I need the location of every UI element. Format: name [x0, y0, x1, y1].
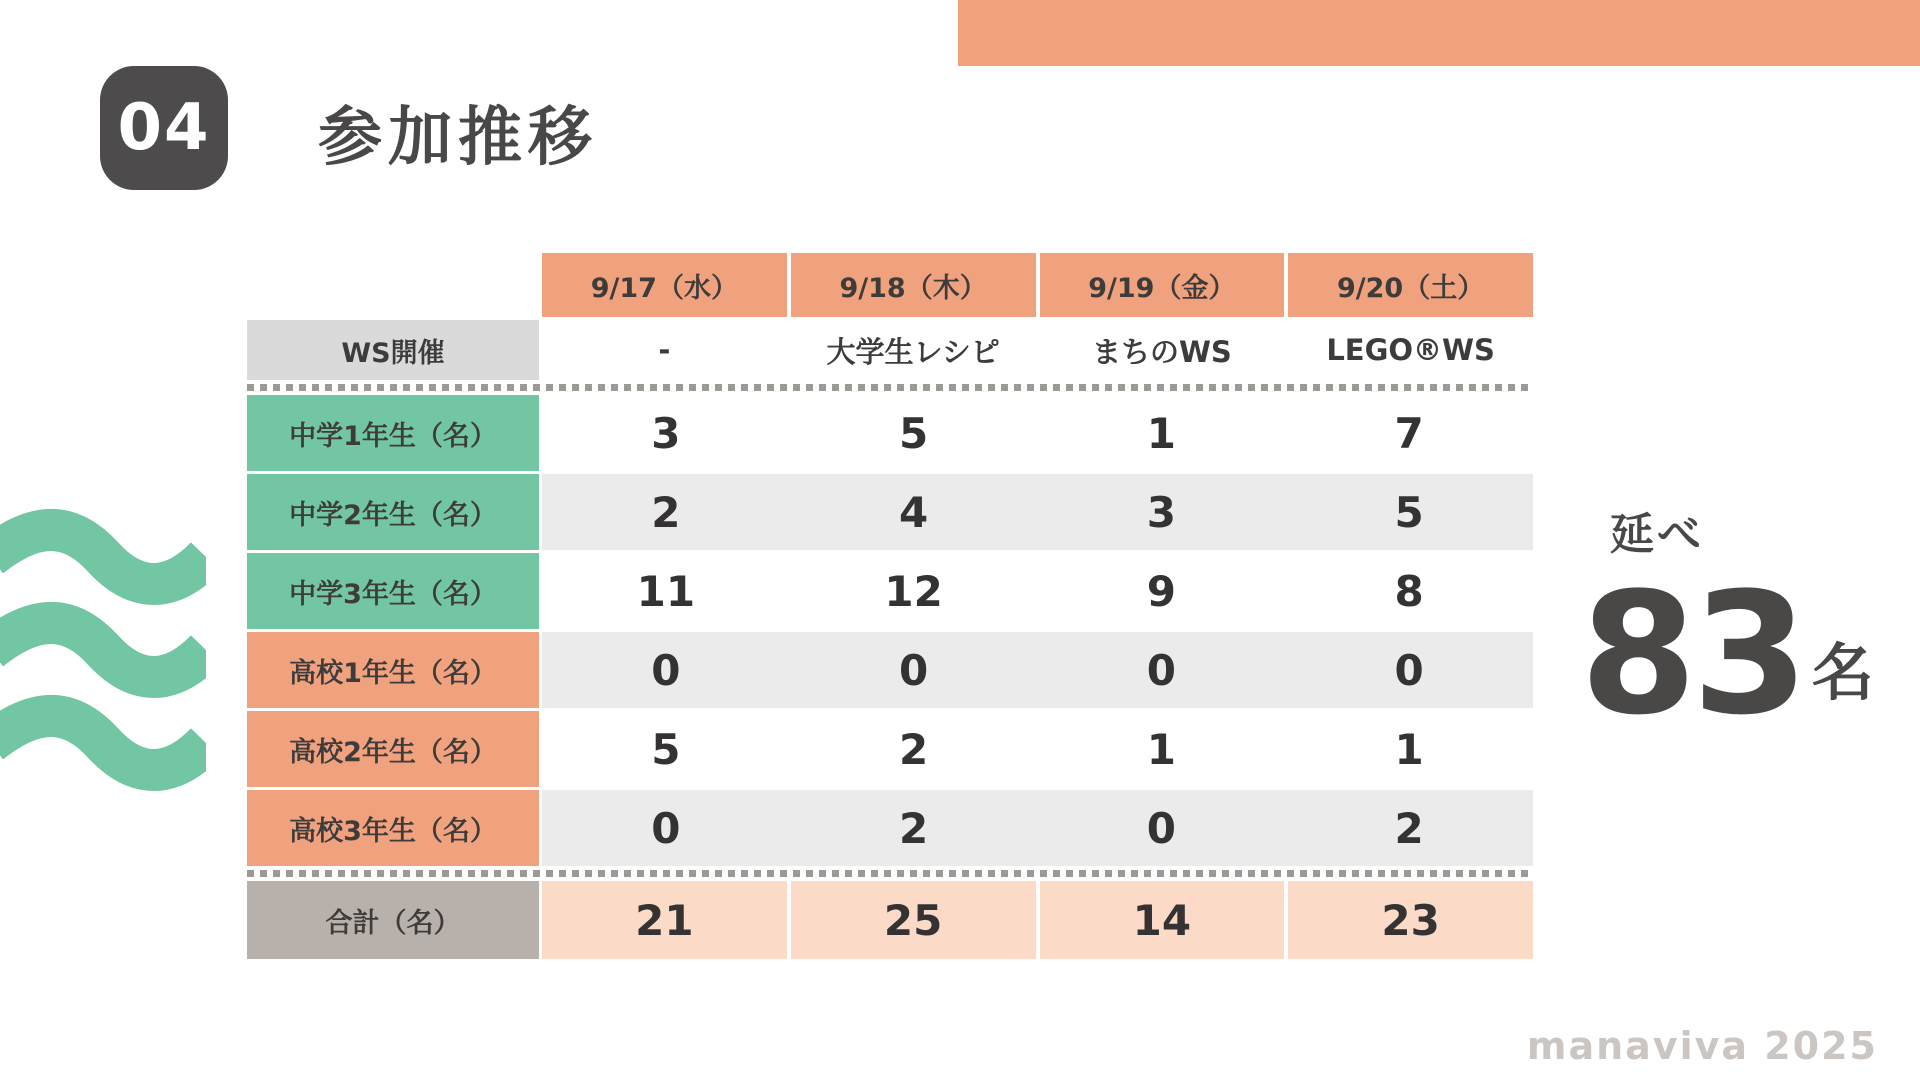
participation-table [247, 253, 1533, 962]
grade-row-label: 中学1年生（名） [247, 395, 539, 471]
total-row-label: 合計（名） [247, 881, 539, 959]
ws-row-label: WS開催 [247, 320, 539, 380]
total-summary-label: 延べ [1610, 509, 1704, 560]
value-cell: 0 [1394, 645, 1424, 695]
value-cell: 0 [1146, 803, 1176, 853]
value-cell: 4 [899, 487, 929, 537]
total-value-cell: 23 [1288, 881, 1533, 959]
ws-value-cell: - [658, 333, 671, 367]
date-header-cell: 9/17（水） [542, 253, 787, 317]
value-cell: 1 [1394, 724, 1424, 774]
table-row [247, 790, 1533, 866]
value-cell: 0 [651, 803, 681, 853]
wave-stripe [0, 530, 206, 584]
ws-value-cell: まちのWS [1091, 334, 1232, 369]
wave-decoration [0, 505, 206, 795]
table-row [247, 553, 1533, 629]
table-row [247, 474, 1533, 550]
value-cell: 7 [1394, 408, 1424, 458]
date-header-cell: 9/20（土） [1288, 253, 1533, 317]
section-number-badge [100, 66, 228, 190]
footer-brand: manaviva 2025 [1526, 1024, 1878, 1068]
wave-stripe [0, 716, 206, 770]
grade-row-label: 高校2年生（名） [247, 711, 539, 787]
header-spacer [247, 253, 539, 317]
grade-row-label: 中学3年生（名） [247, 553, 539, 629]
value-cell: 3 [651, 408, 681, 458]
total-summary-value: 83 [1580, 556, 1804, 752]
wave-stripe [0, 623, 206, 677]
table-row [247, 632, 1533, 708]
ws-row [247, 320, 1533, 380]
total-value-cell: 14 [1040, 881, 1285, 959]
table-row [247, 395, 1533, 471]
total-row [247, 881, 1533, 959]
table-row [247, 711, 1533, 787]
value-cell: 2 [1394, 803, 1424, 853]
value-cell: 9 [1146, 566, 1176, 616]
value-cell: 5 [651, 724, 681, 774]
total-summary-unit: 名 [1811, 636, 1874, 709]
dotted-separator [247, 384, 1533, 391]
value-cell: 0 [1146, 645, 1176, 695]
ws-value-cell: LEGO®WS [1326, 333, 1495, 367]
grade-row-label: 高校3年生（名） [247, 790, 539, 866]
value-cell: 11 [636, 566, 696, 616]
value-cell: 5 [1394, 487, 1424, 537]
top-accent-bar [958, 0, 1920, 66]
value-cell: 1 [1146, 408, 1176, 458]
grade-row-label: 中学2年生（名） [247, 474, 539, 550]
date-header-cell: 9/19（金） [1040, 253, 1285, 317]
slide-title: 参加推移 [318, 101, 598, 175]
grade-row-label: 高校1年生（名） [247, 632, 539, 708]
section-number: 04 [117, 91, 211, 165]
value-cell: 3 [1146, 487, 1176, 537]
dotted-separator [247, 870, 1533, 877]
total-value-cell: 21 [542, 881, 787, 959]
value-cell: 5 [899, 408, 929, 458]
value-cell: 2 [899, 724, 929, 774]
value-cell: 1 [1146, 724, 1176, 774]
value-cell: 2 [899, 803, 929, 853]
value-cell: 12 [884, 566, 943, 616]
ws-value-cell: 大学生レシピ [826, 334, 1000, 369]
value-cell: 8 [1394, 566, 1424, 616]
date-header-cell: 9/18（木） [791, 253, 1036, 317]
value-cell: 2 [651, 487, 681, 537]
value-cell: 0 [899, 645, 929, 695]
total-summary [1580, 498, 1874, 752]
value-cell: 0 [651, 645, 681, 695]
date-header-row [247, 253, 1533, 317]
total-value-cell: 25 [791, 881, 1036, 959]
